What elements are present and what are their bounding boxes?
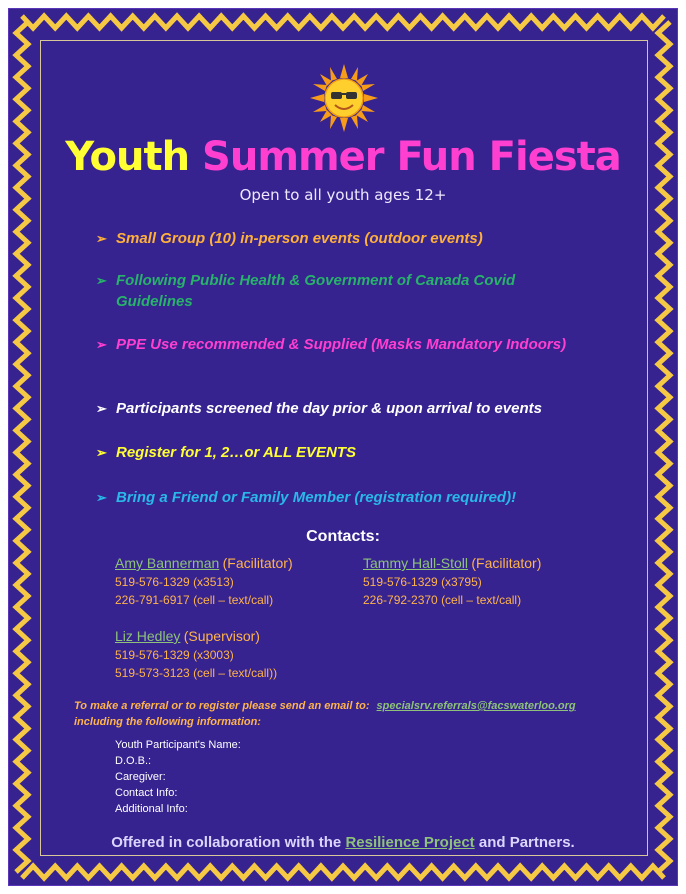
contact-name-link[interactable]: Tammy Hall-Stoll bbox=[363, 555, 469, 571]
bullet-text: Following Public Health & Government of Canada Covid Guidelines bbox=[116, 272, 516, 310]
contact-card bbox=[363, 554, 541, 609]
arrow-bullet-icon: ➢ bbox=[96, 337, 107, 352]
arrow-bullet-icon: ➢ bbox=[96, 401, 107, 416]
bullet-item bbox=[96, 487, 596, 508]
referral-email-link[interactable]: specialsrv.referrals@facswaterloo.org bbox=[376, 700, 576, 712]
bullet-text: PPE Use recommended & Supplied (Masks Mandatory Indoors) bbox=[116, 336, 567, 353]
referral-text-2: including the following information: bbox=[74, 716, 261, 728]
bullet-item bbox=[96, 334, 596, 355]
sun-with-sunglasses-icon bbox=[310, 64, 378, 132]
arrow-bullet-icon: ➢ bbox=[96, 445, 107, 460]
contact-name-link[interactable]: Liz Hedley bbox=[115, 628, 181, 644]
contact-card bbox=[115, 554, 293, 609]
subtitle: Open to all youth ages 12+ bbox=[239, 186, 447, 204]
bullet-item bbox=[96, 398, 596, 419]
bullet-item bbox=[96, 228, 596, 249]
arrow-bullet-icon: ➢ bbox=[96, 273, 107, 288]
contact-name-link[interactable]: Amy Bannerman bbox=[115, 555, 220, 571]
title-part-summer-fun-fiesta: Summer Fun Fiesta bbox=[202, 134, 621, 180]
flyer-frame bbox=[8, 8, 678, 886]
footer-collaboration bbox=[8, 834, 678, 851]
referral-text: To make a referral or to register please send an email to: bbox=[74, 700, 370, 712]
info-field: Youth Participant's Name: bbox=[115, 739, 241, 751]
contact-phone: 519-576-1329 (x3003) bbox=[115, 648, 234, 662]
contact-card bbox=[115, 627, 277, 682]
resilience-project-link[interactable]: Resilience Project bbox=[345, 834, 475, 851]
contact-role: (Facilitator) bbox=[222, 555, 293, 571]
info-field: Additional Info: bbox=[115, 803, 188, 815]
zigzag-segment bbox=[22, 866, 664, 878]
contact-role: (Supervisor) bbox=[183, 628, 260, 644]
zigzag-segment bbox=[22, 16, 664, 28]
title-part-youth: Youth bbox=[65, 134, 190, 180]
bullet-text: Bring a Friend or Family Member (registration required)! bbox=[116, 489, 517, 506]
info-field: D.O.B.: bbox=[115, 755, 152, 767]
required-info-list bbox=[115, 737, 241, 817]
page-title bbox=[8, 134, 678, 180]
bullet-text: Participants screened the day prior & upon arrival to events bbox=[116, 400, 542, 417]
bullet-item bbox=[96, 442, 596, 463]
contact-cell: 226-792-2370 (cell – text/call) bbox=[363, 593, 522, 607]
arrow-bullet-icon: ➢ bbox=[96, 490, 107, 505]
referral-instructions bbox=[74, 698, 634, 730]
contact-phone: 519-576-1329 (x3795) bbox=[363, 575, 482, 589]
footer-suffix: and Partners. bbox=[478, 834, 575, 851]
arrow-bullet-icon: ➢ bbox=[96, 231, 107, 246]
contact-role: (Facilitator) bbox=[471, 555, 542, 571]
contact-cell: 226-791-6917 (cell – text/call) bbox=[115, 593, 274, 607]
bullet-text: Register for 1, 2…or ALL EVENTS bbox=[116, 444, 357, 461]
contacts-heading: Contacts: bbox=[306, 528, 380, 545]
bullet-text: Small Group (10) in-person events (outdoor events) bbox=[116, 230, 483, 247]
contact-cell: 519-573-3123 (cell – text/call)) bbox=[115, 666, 278, 680]
footer-prefix: Offered in collaboration with the bbox=[111, 834, 342, 851]
bullet-item bbox=[96, 270, 596, 312]
info-field: Contact Info: bbox=[115, 787, 178, 799]
contact-phone: 519-576-1329 (x3513) bbox=[115, 575, 234, 589]
info-field: Caregiver: bbox=[115, 771, 166, 783]
